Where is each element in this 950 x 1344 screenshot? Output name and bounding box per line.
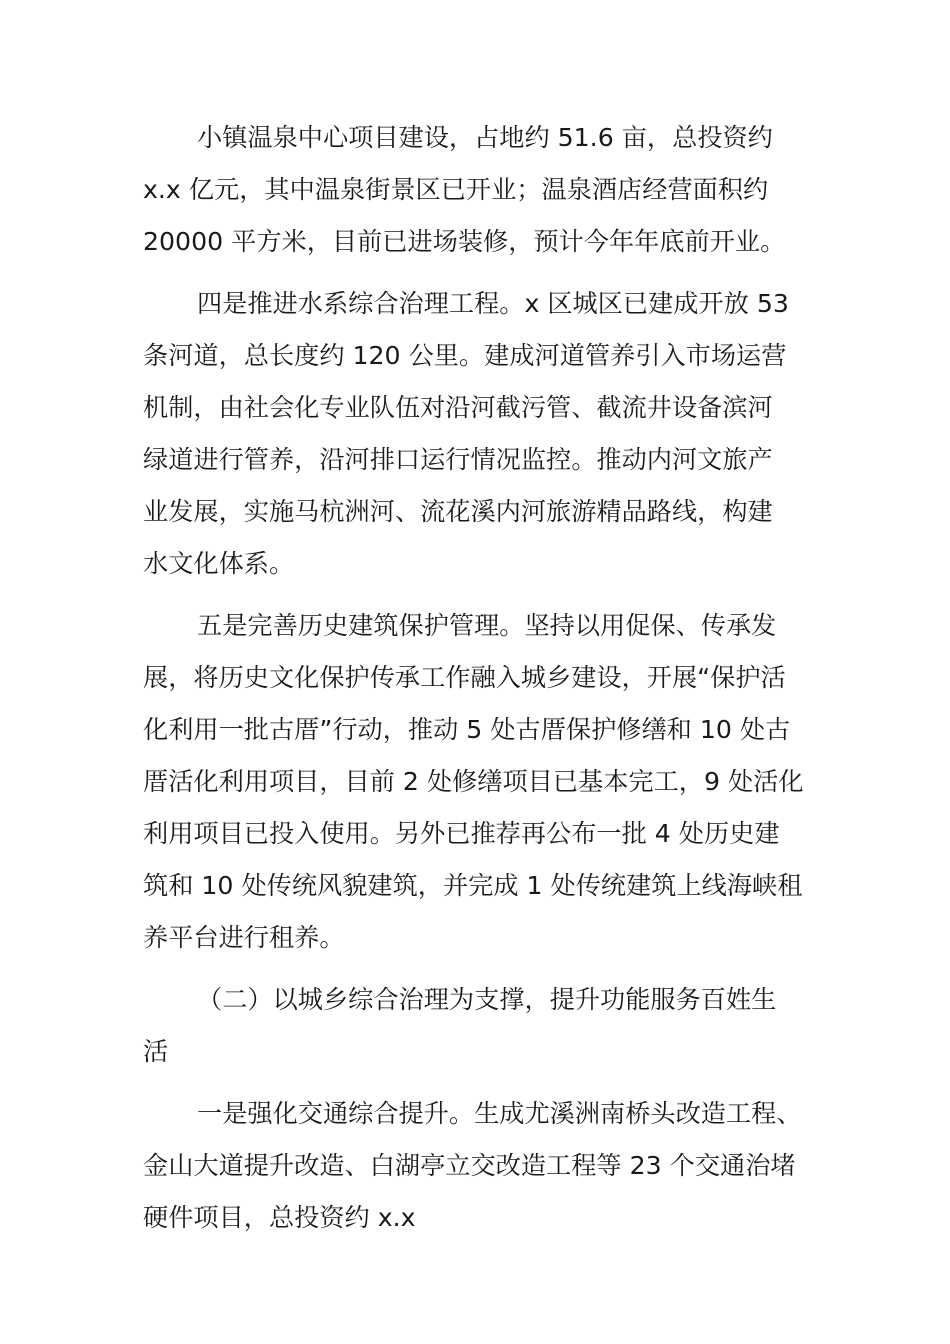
paragraph-line: x.x 亿元，其中温泉街景区已开业；温泉酒店经营面积约 (143, 175, 769, 204)
paragraph-line: 金山大道提升改造、白湖亭立交改造工程等 23 个交通治堵 (143, 1151, 796, 1180)
paragraph-traffic (143, 1088, 811, 1244)
paragraph-line: 五是完善历史建筑保护管理。坚持以用促保、传承发 (197, 611, 777, 640)
paragraph-line: 厝活化利用项目，目前 2 处修缮项目已基本完工，9 处活化 (143, 767, 804, 796)
paragraph-line: 水文化体系。 (143, 549, 295, 578)
paragraph-historic-buildings (143, 600, 811, 964)
paragraph-line: 利用项目已投入使用。另外已推荐再公布一批 4 处历史建 (143, 819, 780, 848)
paragraph-line: 机制，由社会化专业队伍对沿河截污管、截流井设备滨河 (143, 393, 773, 422)
paragraph-line: 展，将历史文化保护传承工作融入城乡建设，开展“保护活 (143, 663, 786, 692)
paragraph-line: 筑和 10 处传统风貌建筑，并完成 1 处传统建筑上线海峡租 (143, 871, 803, 900)
paragraph-line: 业发展，实施马杭洲河、流花溪内河旅游精品路线，构建 (143, 497, 773, 526)
paragraph-line: 四是推进水系综合治理工程。x 区城区已建成开放 53 (197, 289, 789, 318)
paragraph-line: 一是强化交通综合提升。生成尤溪洲南桥头改造工程、 (197, 1099, 802, 1128)
paragraph-line: 小镇温泉中心项目建设，占地约 51.6 亩，总投资约 (197, 123, 773, 152)
paragraph-line: 条河道，总长度约 120 公里。建成河道管养引入市场运营 (143, 341, 787, 370)
section-heading-2 (143, 974, 811, 1078)
paragraph-water-system (143, 278, 811, 590)
heading-line: （二）以城乡综合治理为支撑，提升功能服务百姓生 (197, 985, 777, 1014)
document-body (143, 112, 811, 1244)
paragraph-line: 20000 平方米，目前已进场装修，预计今年年底前开业。 (143, 227, 786, 256)
heading-line: 活 (143, 1037, 169, 1066)
paragraph-hot-spring-project (143, 112, 811, 268)
paragraph-line: 养平台进行租养。 (143, 923, 345, 952)
paragraph-line: 化利用一批古厝”行动，推动 5 处古厝保护修缮和 10 处古 (143, 715, 791, 744)
paragraph-line: 绿道进行管养，沿河排口运行情况监控。推动内河文旅产 (143, 445, 773, 474)
paragraph-line: 硬件项目，总投资约 x.x (143, 1203, 416, 1232)
